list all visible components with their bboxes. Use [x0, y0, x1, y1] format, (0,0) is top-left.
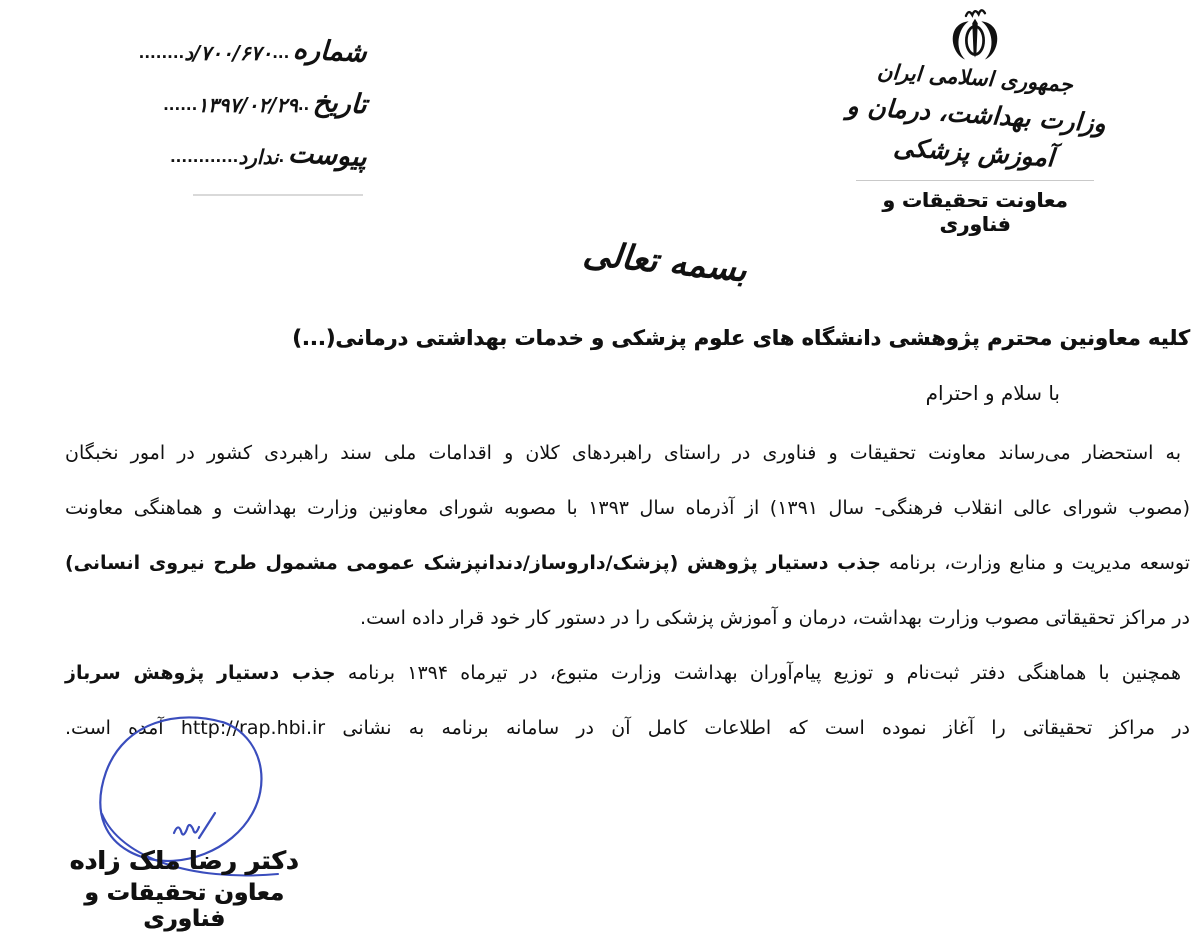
body-line: (مصوب شورای عالی انقلاب فرهنگی- سال ۱۳۹۱) از آذرماه سال ۱۳۹۳ با مصوبه شورای معاونین وزارت بهداشت و هماهنگی معاونت: [65, 497, 1190, 519]
dots: ........: [138, 44, 185, 62]
body-line: [65, 658, 1190, 688]
salutation-line: با سلام و احترام: [925, 381, 1060, 405]
letterhead-department: معاونت تحقیقات و فناوری: [882, 188, 1068, 236]
body-text: همچنین با هماهنگی دفتر ثبت‌نام و توزیع پیام‌آوران بهداشت وزارت متبوع، در تیرماه ۱۳۹۴ برنامه: [335, 662, 1181, 684]
letterhead-block: [845, 6, 1105, 236]
dots: ............: [169, 148, 239, 166]
iran-coat-of-arms-icon: [946, 6, 1004, 64]
body-line: به استحضار می‌رساند معاونت تحقیقات و فناوری در راستای راهبردهای کلان و اقدامات ملی سند راهبردی کشور در امور نخبگان: [65, 442, 1181, 464]
letter-number-row: [139, 36, 367, 67]
attachment-value: ندارد: [238, 145, 279, 169]
body-text-bold: جذب دستیار پژوهش سرباز: [65, 662, 336, 684]
recipient-line: کلیه معاونین محترم پژوهشی دانشگاه های علوم پزشکی و خدمات بهداشتی درمانی(...): [292, 326, 1190, 350]
body-line: در مراکز تحقیقاتی را آغاز نموده است که اطلاعات کامل آن در سامانه برنامه به نشانی http://rap.hbi.ir آمده است.: [65, 717, 1190, 739]
number-label: شماره: [292, 34, 368, 69]
signer-name: دکتر رضا ملک زاده: [69, 846, 299, 875]
letter-date-row: [163, 88, 367, 119]
body-text: توسعه مدیریت و منابع وزارت، برنامه: [880, 552, 1191, 574]
letter-attachment-row: [169, 137, 368, 174]
meta-underline: [193, 194, 363, 196]
signer-block: [55, 846, 313, 932]
letter-meta-block: [85, 36, 377, 204]
dots: .: [278, 148, 285, 166]
number-value: ۷۰۰/۶۷۰/د: [184, 41, 273, 65]
signer-title: معاون تحقیقات و فناوری: [84, 880, 284, 932]
letterhead-ministry: وزارت بهداشت، درمان و آموزش پزشکی: [845, 91, 1107, 173]
dots: ..: [297, 96, 310, 114]
body-text-bold: جذب دستیار پژوهش (پزشک/داروساز/دندانپزشک عمومی مشمول طرح نیروی انسانی): [65, 552, 881, 574]
dots: ...: [272, 44, 290, 62]
date-label: تاریخ: [312, 86, 368, 121]
body-line: [65, 548, 1190, 578]
body-line: در مراکز تحقیقاتی مصوب وزارت بهداشت، درمان و آموزش پزشکی را در دستور کار خود قرار داده است.: [360, 607, 1190, 629]
letterhead-divider: [856, 180, 1094, 181]
letterhead-country: جمهوری اسلامی ایران: [876, 59, 1074, 97]
date-value: ۱۳۹۷/۰۲/۲۹: [197, 93, 298, 117]
besmele-calligraphy: بسمه تعالی: [581, 233, 749, 291]
attachment-label: پیوست: [287, 137, 368, 174]
dots: ......: [163, 96, 198, 114]
